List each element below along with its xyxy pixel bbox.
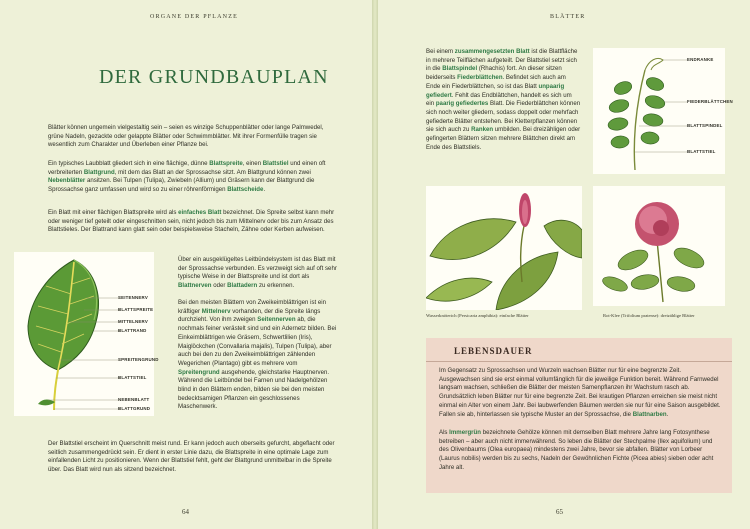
label-blattrand: BLATTRAND (118, 328, 147, 333)
running-head-left: ORGANE DER PFLANZE (150, 14, 238, 20)
paragraph-leaf-parts: Ein typisches Laubblatt gliedert sich in eine flächige, dünne Blattspreite, einen Blattstiel und einen oft verbreiterten Blattgrund, mit dem das Blatt an der Sprossachse sitzt. Am Blattgrund können zwei Nebenblätter ansitzen. Bei Tulpen (Tulipa), Zwiebeln (Allium) und Gräsern kann der Blattgrund die Sprossachse ganz umfassen und wird so zu einer röhrenförmigen Blattscheide. (48, 160, 326, 194)
paragraph-intro: Blätter können ungemein vielgestaltig sein – seien es winzige Schuppenblätter oder lange Palmwedel, grüne Nadeln, gezackte oder gelappte Blätter oder Schwimmblätter. Mit ihrer Formenfülle tragen sie wesentlich zum Charakter und Überleben einer Pflanze bei. (48, 124, 324, 149)
label-nebenblatt: NEBENBLATT (118, 397, 150, 402)
caption-persicaria: Wasserknöterich (Persicaria amphibia): einfache Blätter (426, 313, 529, 318)
lifespan-heading: LEBENSDAUER (454, 346, 533, 356)
label-mittelnerv: MITTELNERV (118, 319, 148, 324)
lifespan-box (426, 338, 732, 493)
left-page (0, 0, 372, 529)
label-blattspreite: BLATTSPREITE (118, 307, 154, 312)
right-page (378, 0, 750, 529)
compound-leaf-diagram (593, 48, 733, 174)
caption-trifolium: Rot-Klee (Trifolium pratense): dreizählige Blätter (603, 313, 695, 318)
running-head-right: BLÄTTER (550, 14, 586, 20)
page-number-right: 65 (556, 508, 563, 516)
compound-leaf-illustration (593, 48, 725, 174)
page-number-left: 64 (182, 508, 189, 516)
paragraph-compound-leaf: Bei einem zusammengesetzten Blatt ist die Blattfläche in mehrere Teilflächen aufgeteilt. Der Blattstiel setzt sich in die Blattspindel (Rhachis) fort. An dieser sitzen beiderseits Fiederblättchen. Befindet sich auch am Ende ein Fiederblättchen, so ist das Blatt unpaarig gefiedert. Fehlt das Endblättchen, handelt es sich um ein paarig gefiedertes Blatt. Die Fiederblättchen können sich noch weiter gliedern, sodass doppelt oder mehrfach gefiederte Blätter entstehen. Bei Kletterpflanzen können sie sich auch zu Ranken umbilden. Bei dreizähligen oder gefingerten Blättern sitzen mehrere Blättchen direkt am Ende des Blattstiels. (426, 48, 581, 151)
label-spreitengrund: SPREITENGRUND (118, 357, 159, 362)
paragraph-simple-leaf: Ein Blatt mit einer flächigen Blattspreite wird als einfaches Blatt bezeichnet. Die Spreite selbst kann mehr oder weniger tief geteilt oder eingeschnitten sein, nicht jedoch bis zum Mittelnerv oder bis zum Ansatz des Blattstieles. Der Blattrand kann glatt sein oder beispielsweise Stacheln, Zähne oder Kerben aufweisen. (48, 209, 335, 234)
trifolium-illustration (593, 186, 725, 306)
label-blattstiel-compound: BLATTSTIEL (687, 149, 716, 154)
paragraph-petiole: Der Blattstiel erscheint im Querschnitt meist rund. Er kann jedoch auch oberseits gefurcht, abgeflacht oder seitlich zusammengedrückt sein. Er dient in erster Linie dazu, die Blattspreite in eine optimale Lage zum einfallenden Licht zu positionieren. Wenn der Blattstiel fehlt, geht der Blattgrund unmittelbar in die Spreite über. Das Blatt wird nun als sitzend bezeichnet. (48, 440, 335, 474)
label-seitennerv: SEITENNERV (118, 295, 148, 300)
label-blattspindel: BLATTSPINDEL (687, 123, 723, 128)
lifespan-paragraph-2: Als Immergrün bezeichnete Gehölze können mit demselben Blatt mehrere Jahre lang Fotosynthese betreiben – aber auch nicht immerwährend. So leben die Blätter der Stechpalme (Ilex aquifolium) und des Olivenbaums (Olea europaea) mindestens zwei Jahre, bevor sie abfallen. Blätter von Lorbeer (Laurus nobilis) werden bis zu sechs, Nadeln der Gewöhnlichen Fichte (Picea abies) sieben oder acht Jahre alt. (439, 429, 714, 471)
lifespan-paragraph-1: Im Gegensatz zu Sprossachsen und Wurzeln wachsen Blätter nur für eine begrenzte Zeit. Ausgewachsen sind sie erst einmal vollumfänglich für die jeweilige Funktion bereit. Während Farnwedel langsam wachsen, schließen die Blätter der meisten Samenpflanzen ihr Wachstum rasch ab. Grundsätzlich leben Blätter nur für eine begrenzte Zeit. Bei krautigen Pflanzen erreichen sie meist nicht einmal ein Alter von einem Jahr. Bei laubwerfenden Bäumen werden sie nur für eine Saison ausgebildet. Fallen sie ab, hinterlassen sie typische Muster an der Sprossachse, die Blattnarben. (439, 367, 721, 418)
label-endranke: ENDRANKE (687, 57, 714, 62)
label-fiederblaettchen: FIEDERBLÄTTCHEN (687, 99, 733, 104)
leaf-diagram (14, 252, 159, 416)
persicaria-illustration (426, 186, 582, 310)
simple-leaf-illustration (14, 252, 154, 416)
label-blattstiel: BLATTSTIEL (118, 375, 147, 380)
lifespan-divider (426, 361, 732, 362)
paragraph-midrib: Bei den meisten Blättern von Zweikeimblättrigen ist ein kräftiger Mittelnerv vorhanden, der die Spreite längs durchzieht. Von ihm zweigen Seitennerven ab, die nochmals feiner verästelt sind und ein Adernetz bilden. Bei Einkeimblättrigen wie Gräsern, Schwertlilien (Iris), Maiglöckchen (Convallaria majalis), Tulpen (Tulipa), aber auch bei den zu den Zweikeimblättrigen zählenden Wegerichen (Plantago) gibt es mehrere vom Spreitengrund ausgehende, gleichstarke Hauptnerven. Während die Leitbündel bei Farnen und Nadelgehölzen blind in den Blättern enden, bilden sie bei den meisten bedecktsamigen Pflanzen ein geschlossenes Maschenwerk. (178, 299, 337, 411)
page-title: DER GRUNDBAUPLAN (99, 66, 329, 88)
label-blattgrund: BLATTGRUND (118, 406, 151, 411)
paragraph-veins: Über ein ausgeklügeltes Leitbündelsystem ist das Blatt mit der Sprossachse verbunden. Es verzweigt sich auf oft sehr typische Weise in der Blattspreite und ist dort als Blattnerven oder Blattadern zu erkennen. (178, 256, 337, 290)
